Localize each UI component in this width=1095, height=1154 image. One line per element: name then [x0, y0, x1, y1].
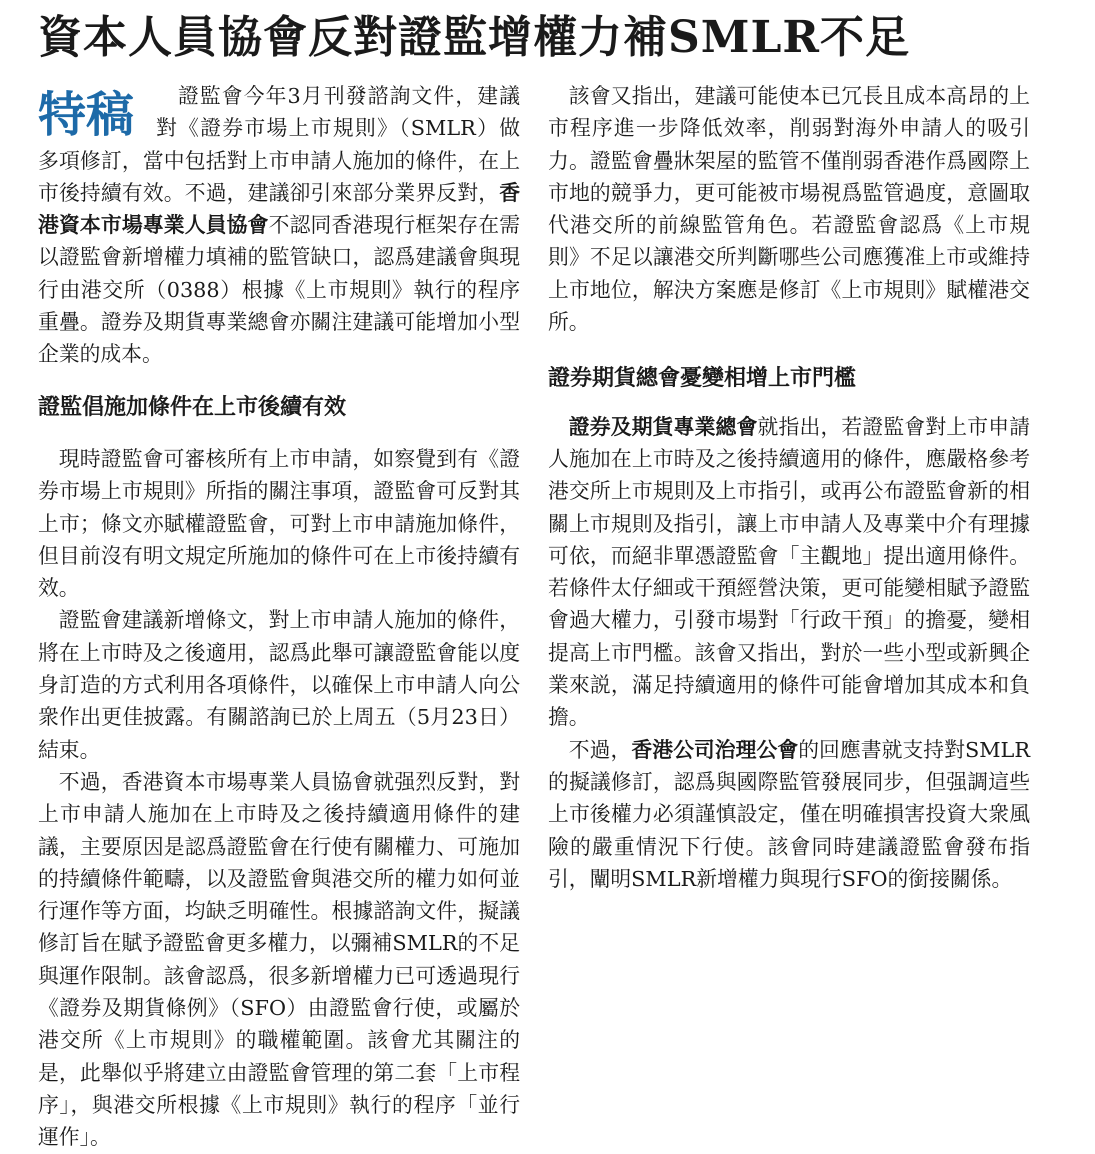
feature-tag: 特稿 [38, 87, 135, 143]
paragraph-5 [548, 411, 1030, 734]
p5-text: 就指出，若證監會對上市申請人施加在上市時及之後持續適用的條件，應嚴格參考港交所上市規則及上市指引，或再公布證監會新的相關上市規則及指引，讓上市申請人及專業中介有理據可依，而絕非單憑證監會「主觀地」提出適用條件。若條件太仔細或干預經營決策，更可能變相賦予證監會過大權力，引發市場對「行政干預」的擔憂，變相提高上市門檻。該會又指出，對於一些小型或新興企業來説，滿足持續適用的條件可能會增加其成本和負擔。 [548, 414, 1031, 730]
paragraph-2: 證監會建議新增條文，對上市申請人施加的條件，將在上市時及之後適用，認爲此舉可讓證監會能以度身訂造的方式利用各項條件，以確保上市申請人向公衆作出更佳披露。有關諮詢已於上周五（5月23日）結束。 [38, 608, 520, 762]
right-column [548, 80, 1030, 895]
lead-bold-org: 香港資本市場專業人員協會 [38, 180, 520, 238]
subheading-2: 證券期貨總會憂變相增上市門檻 [548, 365, 857, 392]
paragraph-3: 不過，香港資本市場專業人員協會就强烈反對，對上市申請人施加在上市時及之後持續適用條件的建議，主要原因是認爲證監會在行使有關權力、可施加的持續條件範疇，以及證監會與港交所的權力如何並行運作等方面，均缺乏明確性。根據諮詢文件，擬議修訂旨在賦予證監會更多權力，以彌補SMLR的不足與運作限制。該會認爲，很多新增權力已可透過現行《證券及期貨條例》（SFO）由證監會行使，或屬於港交所《上市規則》的職權範圍。該會尤其關注的是，此舉似乎將建立由證監會管理的第二套「上市程序」，與港交所根據《上市規則》執行的程序「並行運作」。 [38, 769, 520, 1150]
subheading-1: 證監倡施加條件在上市後續有效 [38, 393, 347, 420]
p6-text: 的回應書就支持對SMLR的擬議修訂，認爲與國際監管發展同步，但强調這些上市後權力必須謹慎設定，僅在明確損害投資大衆風險的嚴重情況下行使。該會同時建議證監會發布指引，闡明SMLR新增權力與現行SFO的銜接關係。 [548, 737, 1031, 891]
paragraph-4: 該會又指出，建議可能使本已冗長且成本高昂的上市程序進一步降低效率，削弱對海外申請人的吸引力。證監會疊牀架屋的監管不僅削弱香港作爲國際上市地的競爭力，更可能被市場視爲監管過度，意圖取代港交所的前線監管角色。若證監會認爲《上市規則》不足以讓港交所判斷哪些公司應獲准上市或維持上市地位，解決方案應是修訂《上市規則》賦權港交所。 [548, 84, 1030, 335]
lead-text-rest: 不認同香港現行框架存在需以證監會新增權力填補的監管缺口，認爲建議會與現行由港交所（0388）根據《上市規則》執行的程序重疊。證券及期貨專業總會亦關注建議可能增加小型企業的成本。 [38, 213, 521, 367]
p6-pre: 不過， [568, 737, 632, 762]
paragraph-6 [548, 734, 1030, 895]
headline: 資本人員協會反對證監增權力補SMLR不足 [38, 12, 910, 63]
paragraph-1: 現時證監會可審核所有上市申請，如察覺到有《證券市場上市規則》所指的關注事項，證監會可反對其上市；條文亦賦權證監會，可對上市申請施加條件，但目前沒有明文規定所施加的條件可在上市後持續有效。 [38, 446, 520, 601]
p5-bold-org: 證券及期貨專業總會 [568, 414, 758, 439]
lead-text: 證監會今年3月刊發諮詢文件，建議對《證券市場上市規則》（SMLR）做多項修訂，當中包括對上市申請人施加的條件，在上市後持續有效。不過，建議卻引來部分業界反對， [38, 84, 520, 205]
p6-bold-org: 香港公司治理公會 [631, 737, 799, 762]
lead-paragraph [38, 80, 520, 371]
left-column [38, 80, 520, 1154]
